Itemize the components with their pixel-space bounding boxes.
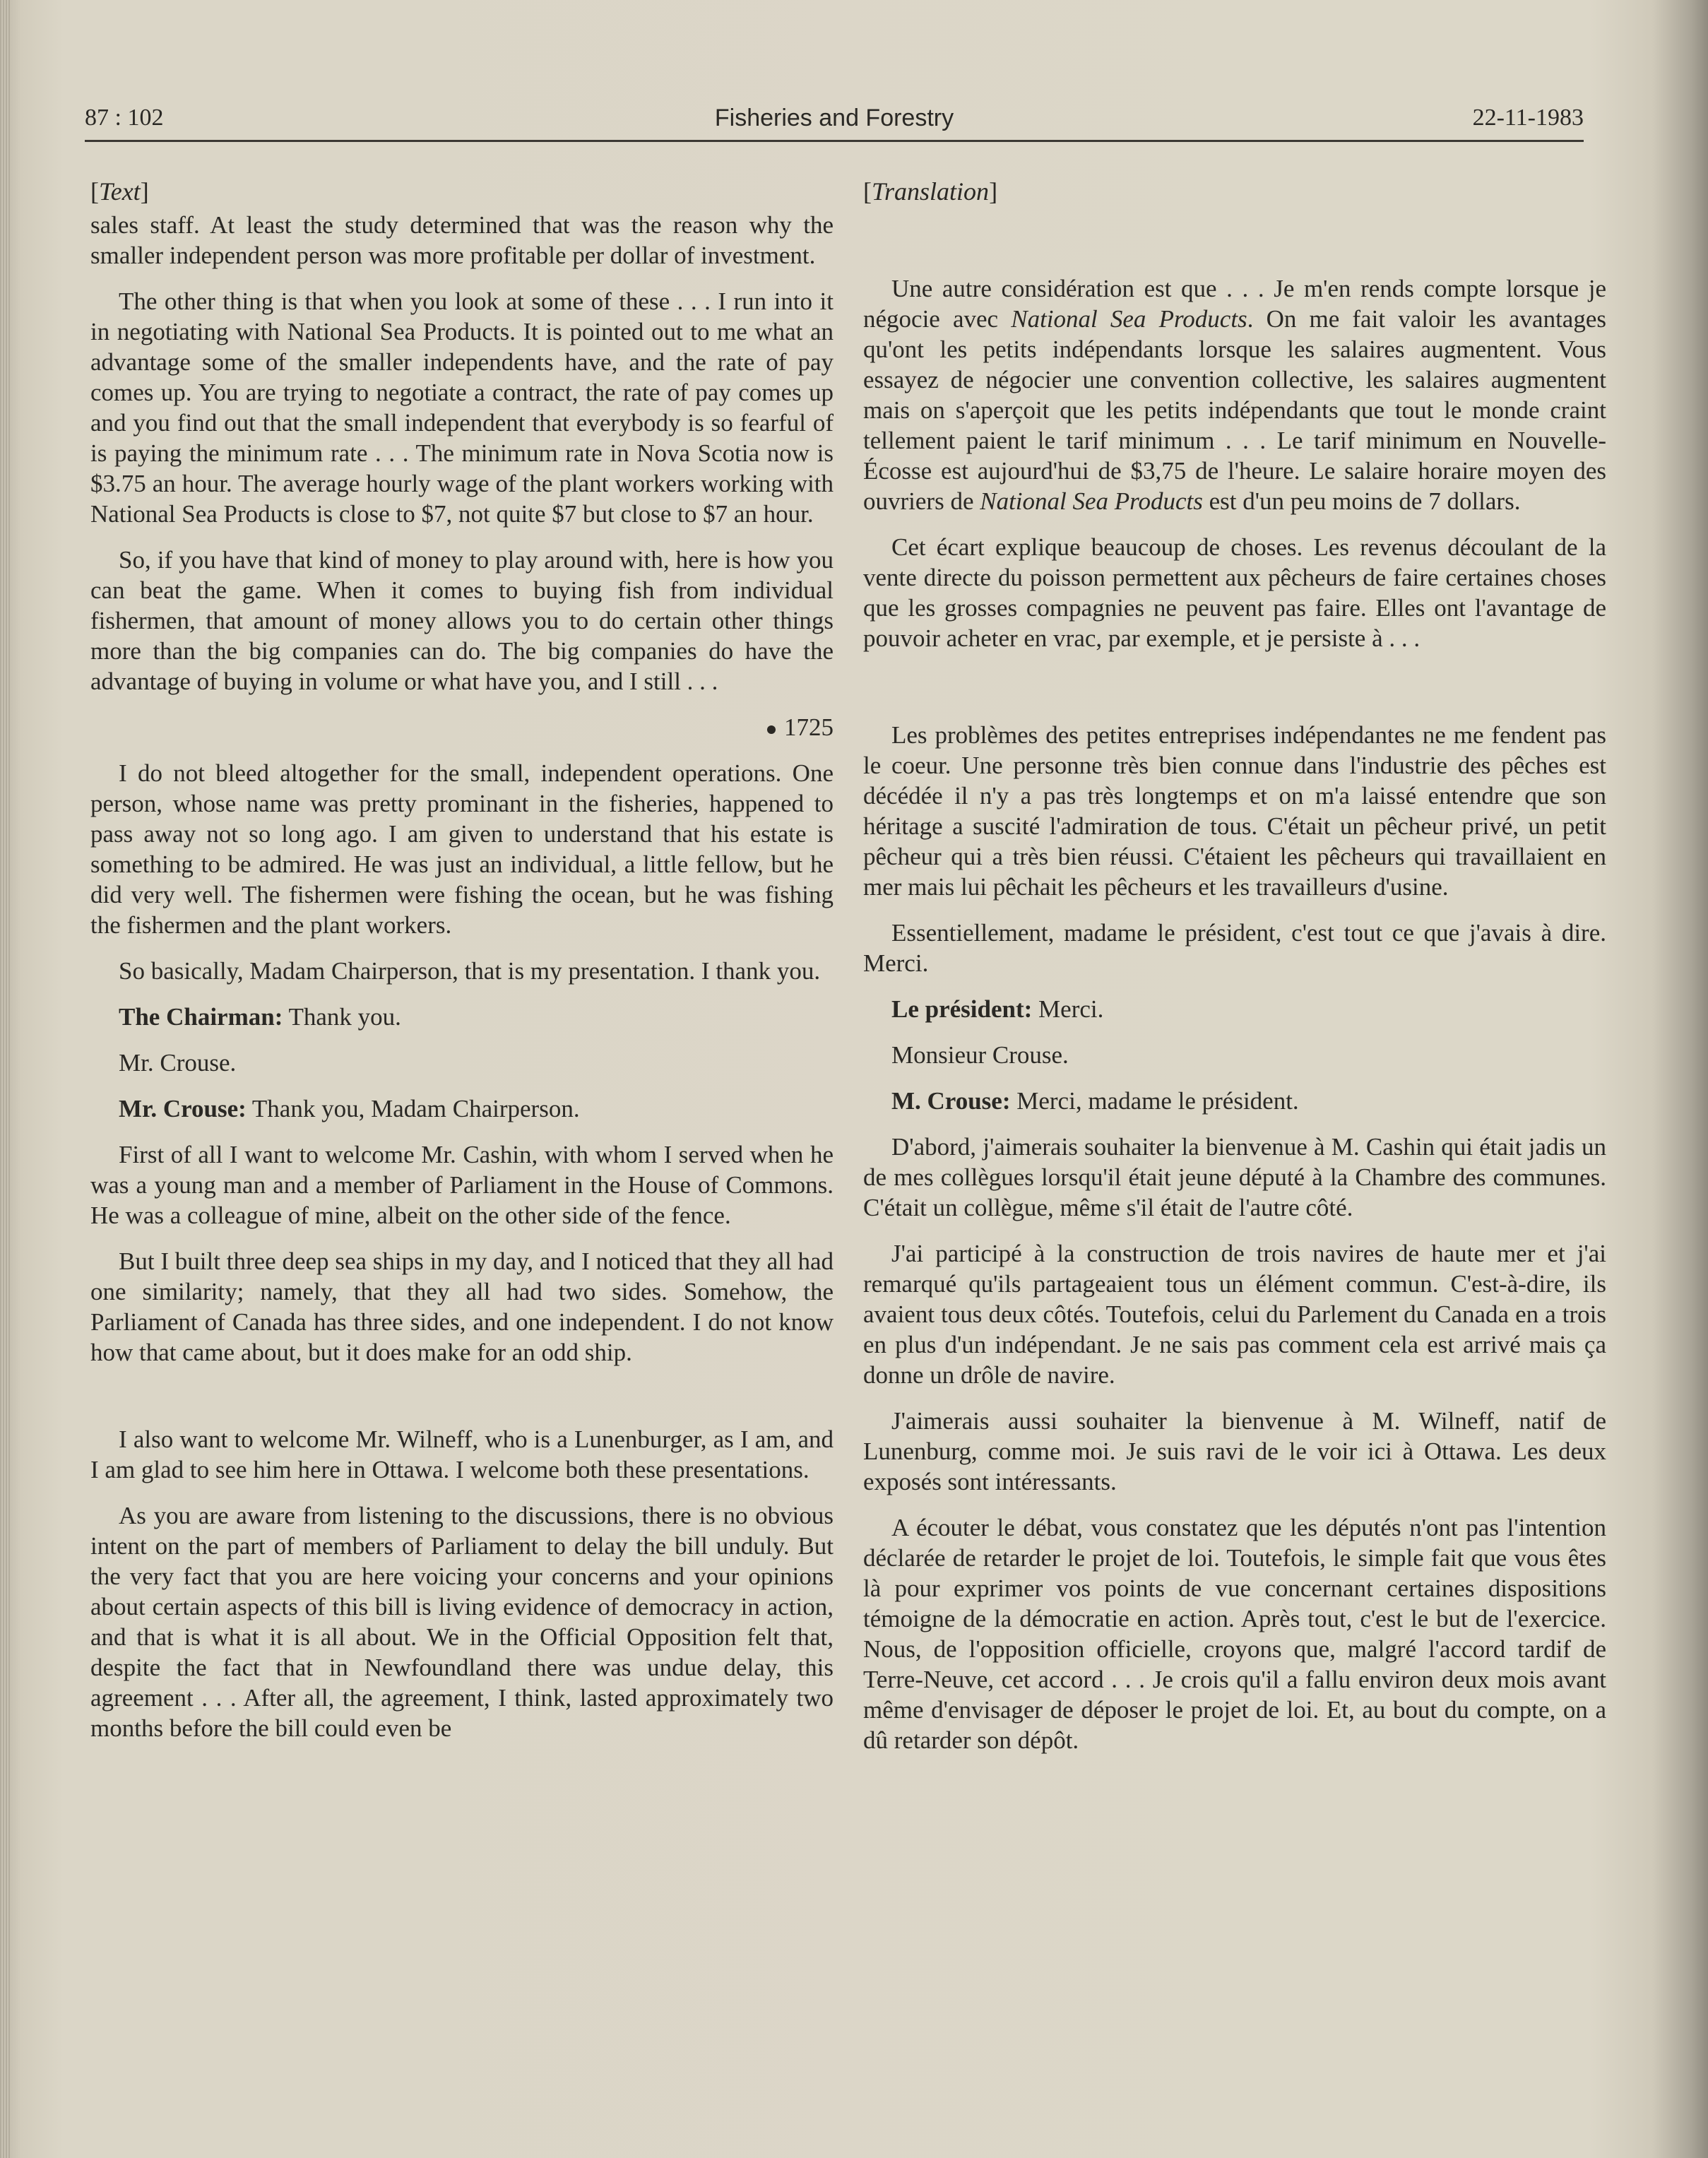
header-rule bbox=[85, 140, 1584, 142]
paragraph: J'aimerais aussi souhaiter la bienvenue à M. Wilneff, natif de Lunenburg, comme moi. Je suis ravi de le voir ici à Ottawa. Les deux exposés sont intéressants. bbox=[863, 1407, 1606, 1495]
paragraph: Mr. Crouse. bbox=[119, 1049, 237, 1077]
translation-label: [Translation] bbox=[863, 177, 998, 206]
header-date: 22-11-1983 bbox=[1472, 105, 1584, 131]
page-header bbox=[85, 105, 1584, 141]
paragraph: J'ai participé à la construction de trois navires de haute mer et j'ai remarqué qu'ils partageaient tous un élément commun. C'est-à-dire, ils avaient tous deux côtés. Toutefois, celui du Parlement du Canada en a trois en plus d'un indépendant. Je ne sais pas comment cela est arrivé mais ça donne un drôle de navire. bbox=[863, 1240, 1606, 1389]
bullet-icon bbox=[767, 725, 776, 734]
paragraph: I also want to welcome Mr. Wilneff, who is a Lunenburger, as I am, and I am glad to see him here in Ottawa. I welcome both these presentations. bbox=[90, 1425, 834, 1483]
paragraph: I do not bleed altogether for the small, independent operations. One person, whose name was pretty prominant in the fisheries, happened to pass away not so long ago. I am given to understand that his estate is something to be admired. He was just an individual, a little fellow, but he did very well. The fishermen were fishing the ocean, but he was fishing the fishermen and the plant workers. bbox=[90, 759, 834, 939]
speaker-name: Mr. Crouse: bbox=[119, 1095, 247, 1122]
paragraph: Monsieur Crouse. bbox=[891, 1041, 1069, 1069]
paragraph: The other thing is that when you look at some of these . . . I run into it in negotiating with National Sea Products. It is pointed out to me what an advantage some of the smaller independents have, and the rate of pay comes up. You are trying to negotiate a contract, the rate of pay comes up and you find out that the small independent that everybody is so fearful of is paying the minimum rate . . . The minimum rate in Nova Scotia now is $3.75 an hour. The average hourly wage of the plant workers working with National Sea Products is close to $7, not quite $7 but close to $7 an hour. bbox=[90, 287, 834, 528]
paragraph: As you are aware from listening to the discussions, there is no obvious intent on the part of members of Parliament to delay the bill unduly. But the very fact that you are here voicing your concerns and your opinions about certain aspects of this bill is living evidence of democracy in action, and that is what it is all about. We in the Official Opposition felt that, despite the fact that in Newfoundland there was undue delay, this agreement . . . After all, the agreement, I think, lasted approximately two months before the bill could even be bbox=[90, 1502, 834, 1742]
page-stack-edge bbox=[0, 0, 10, 2158]
speaker-line: M. Crouse: Merci, madame le président. bbox=[891, 1087, 1299, 1115]
running-title: Fisheries and Forestry bbox=[714, 105, 954, 131]
paragraph: Cet écart explique beaucoup de choses. Les revenus découlant de la vente directe du poisson permettent aux pêcheurs de faire certaines choses que les grosses compagnies ne peuvent pas faire. Elles ont l'avantage de pouvoir acheter en vrac, par exemple, et je persiste à . . . bbox=[863, 533, 1606, 652]
paragraph: But I built three deep sea ships in my day, and I noticed that they all had one similarity; namely, that they all had two sides. Somehow, the Parliament of Canada has three sides, and one independent. I do not know how that came about, but it does make for an odd ship. bbox=[90, 1247, 834, 1366]
speaker-name: Le président: bbox=[891, 995, 1033, 1023]
paragraph: So basically, Madam Chairperson, that is my presentation. I thank you. bbox=[119, 957, 821, 985]
english-column bbox=[90, 177, 834, 1759]
paragraph: So, if you have that kind of money to play around with, here is how you can beat the game. When it comes to buying fish from individual fishermen, that amount of money allows you to do certain other things more than the big companies can do. The big companies do have the advantage of buying in volume or what have you, and I still . . . bbox=[90, 546, 834, 695]
paragraph: Une autre considération est que . . . Je m'en rends compte lorsque je négocie avec National Sea Products. On me fait valoir les avantages qu'ont les petits indépendants lorsque les salaires augmentent. Vous essayez de négocier une convention collective, les salaires augmentent mais on s'aperçoit que les petits indépendants que tout le monde craint tellement paient le tarif minimum . . . Le tarif minimum en Nouvelle-Écosse est aujourd'hui de $3,75 de l'heure. Le salaire horaire moyen des ouvriers de National Sea Products est d'un peu moins de 7 dollars. bbox=[863, 275, 1606, 515]
speaker-name: The Chairman: bbox=[119, 1003, 283, 1031]
text-label: [Text] bbox=[90, 177, 149, 206]
time-marker: 1725 bbox=[90, 712, 834, 742]
paragraph: sales staff. At least the study determined that was the reason why the smaller independent person was more profitable per dollar of investment. bbox=[90, 211, 834, 269]
speaker-line: Le président: Merci. bbox=[891, 995, 1104, 1023]
paragraph: A écouter le débat, vous constatez que les députés n'ont pas l'intention déclarée de retarder le projet de loi. Toutefois, le simple fait que vous êtes là pour exprimer vos points de vue concernant certaines dispositions témoigne de la démocratie en action. Après tout, c'est le but de l'exercice. Nous, de l'opposition officielle, croyons que, malgré l'accord tardif de Terre-Neuve, cet accord . . . Je crois qu'il a fallu environ deux mois avant même d'envisager de déposer le projet de loi. Et, au bout du compte, on a dû retarder son dépôt. bbox=[863, 1514, 1606, 1754]
paragraph: First of all I want to welcome Mr. Cashin, with whom I served when he was a young man and a member of Parliament in the House of Commons. He was a colleague of mine, albeit on the other side of the fence. bbox=[90, 1141, 834, 1229]
page-number: 87 : 102 bbox=[85, 105, 164, 131]
paragraph: Les problèmes des petites entreprises indépendantes ne me fendent pas le coeur. Une personne très bien connue dans l'industrie des pêches est décédée il n'y a pas très longtemps et on m'a laissé entendre que son héritage a suscité l'admiration de tous. C'était un pêcheur privé, un petit pêcheur qui a très bien réussi. C'étaient les pêcheurs qui travaillaient en mer mais lui pêchait les pêcheurs et les travailleurs d'usine. bbox=[863, 721, 1606, 901]
paragraph: Essentiellement, madame le président, c'est tout ce que j'avais à dire. Merci. bbox=[863, 919, 1606, 977]
speaker-line: The Chairman: Thank you. bbox=[119, 1003, 401, 1031]
speaker-line: Mr. Crouse: Thank you, Madam Chairperson. bbox=[119, 1095, 580, 1122]
paragraph: D'abord, j'aimerais souhaiter la bienvenue à M. Cashin qui était jadis un de mes collègues lorsqu'il était jeune député à la Chambre des communes. C'était un collègue, même s'il était de l'autre côté. bbox=[863, 1133, 1606, 1221]
french-column bbox=[863, 177, 1606, 1771]
speaker-name: M. Crouse: bbox=[891, 1087, 1011, 1115]
